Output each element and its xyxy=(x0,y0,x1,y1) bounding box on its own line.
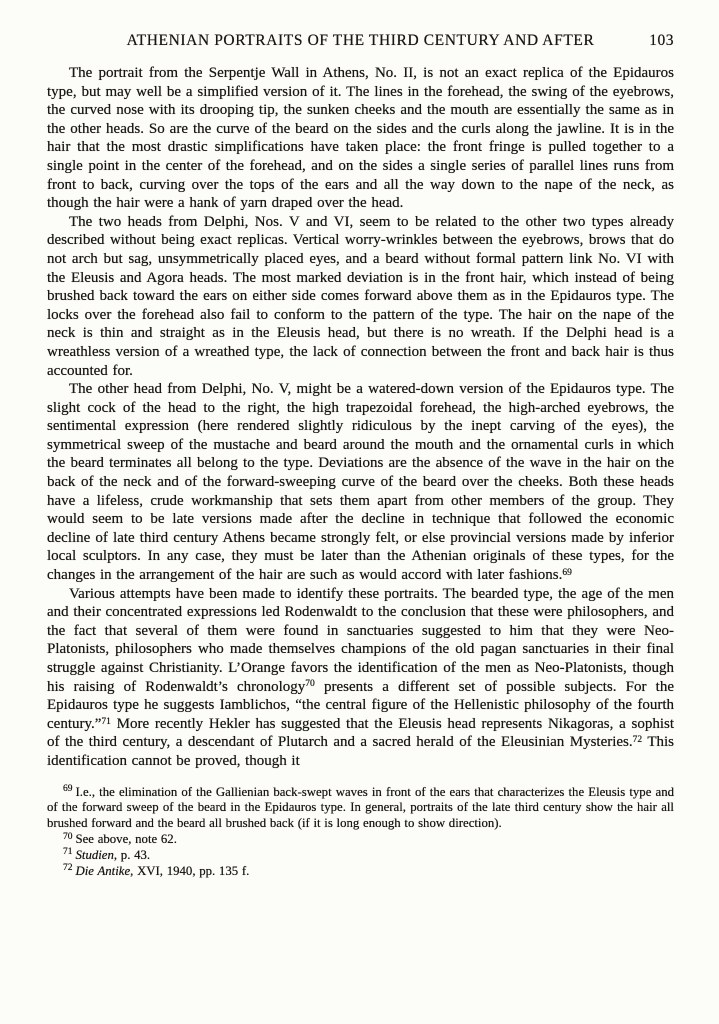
footnote-ref: 72 xyxy=(632,735,643,746)
footnote-ref: 71 xyxy=(101,716,111,727)
footnote-marker: 72 xyxy=(63,863,73,874)
text-segment: More recently Hekler has suggested that the Eleusis head represents Nikagoras, a sophist of the third century, a descendant of Plutarch and a sacred herald of the Eleusinian Mysteries. xyxy=(47,715,674,751)
footnote xyxy=(47,848,674,864)
footnotes xyxy=(47,785,674,880)
paragraph xyxy=(47,64,674,213)
footnote xyxy=(47,864,674,880)
page-title: ATHENIAN PORTRAITS OF THE THIRD CENTURY AND AFTER xyxy=(126,32,595,49)
footnote-marker: 70 xyxy=(63,831,73,842)
text-segment: Various attempts have been made to identify these portraits. The bearded type, the age of the men and their concentrated expressions led Rodenwaldt to the conclusion that these were philosophers, and the fact that several of them were found in sanctuaries suggested to him that they were Neo-Platonists, philosophers who made themselves champions of the old pagan sanctuaries in their final struggle against Christianity. L’Orange favors the identification of the men as Neo-Platonists, though his raising of Rodenwaldt’s chronology xyxy=(47,585,674,695)
body-paragraphs xyxy=(47,64,674,771)
page-header xyxy=(47,32,674,50)
footnote-marker: 71 xyxy=(63,847,73,858)
text-segment: , XVI, 1940, pp. 135 f. xyxy=(130,863,250,878)
paragraph xyxy=(47,585,674,771)
text-segment: presents a different set of possible subjects. For the Epidauros type he suggests Iamblichos, “the central figure of the Hellenistic philosophy of the fourth century.” xyxy=(47,678,674,732)
page-number: 103 xyxy=(649,32,674,49)
text-segment: This identification cannot be proved, though it xyxy=(47,734,675,769)
italic-text: Studien xyxy=(75,847,114,862)
text-segment: See above, note 62. xyxy=(75,831,177,846)
footnote xyxy=(47,832,674,848)
paragraph xyxy=(47,380,674,585)
footnote-marker: 69 xyxy=(63,784,73,795)
footnote xyxy=(47,785,674,832)
text-segment: , p. 43. xyxy=(113,847,151,862)
text-segment: The other head from Delphi, No. V, might be a watered-down version of the Epidauros type. The slight cock of the head to the right, the high trapezoidal forehead, the high-arched eyebrows, the sentimental expression (here rendered slightly ridiculous by the inept carving of the eyes), the symmetrical sweep of the mustache and beard around the mouth and the ornamental curls in which the beard terminates all belong to the type. Deviations are the absence of the wave in the hair on the back of the neck and of the forward-sweeping curve of the beard over the cheeks. Both these heads have a lifeless, crude workmanship that sets them apart from other members of the group. They would seem to be late versions made after the decline in technique that followed the economic decline of late third century Athens became strongly felt, or else provincial versions made by inferior local sculptors. In any case, they must be later than the Athenian originals of these types, for the changes in the arrangement of the hair are such as would accord with later fashions. xyxy=(47,381,674,584)
italic-text: Die Antike xyxy=(75,863,131,878)
text-segment: The portrait from the Serpentje Wall in Athens, No. II, is not an exact replica of the Epidauros type, but may well be a simplified version of it. The lines in the forehead, the swing of the eyebrows, the curved nose with its drooping tip, the sunken cheeks and the mouth are essentially the same as in the other heads. So are the curve of the beard on the sides and the curls along the jawline. It is in the hair that the most drastic simplifications have taken place: the front fringe is pulled together to a single point in the center of the forehead, and on the sides a single series of parallel lines runs from front to back, curving over the tops of the ears and all the way down to the nape of the neck, as though the hair were a hank of yarn draped over the head. xyxy=(47,65,674,212)
text-segment: The two heads from Delphi, Nos. V and VI, seem to be related to the other two types already described without being exact replicas. Vertical worry-wrinkles between the eyebrows, brows that do not arch but sag, unsymmetrically placed eyes, and a beard without formal pattern link No. VI with the Eleusis and Agora heads. The most marked deviation is in the front hair, which instead of being brushed back toward the ears on either side comes forward above them as in the Epidauros type. The locks over the forehead also fail to conform to the pattern of the type. The hair on the nape of the neck is thin and straight as in the Eleusis head, but there is no wreath. If the Delphi head is a wreathless version of a wreathed type, the lack of connection between the front and back hair is thus accounted for. xyxy=(47,213,674,379)
paragraph xyxy=(47,213,674,380)
footnote-ref: 70 xyxy=(305,679,315,690)
text-segment: I.e., the elimination of the Gallienian back-swept waves in front of the ears that characterizes the Eleusis type and of the forward sweep of the beard in the Epidauros type. In general, portraits of the late third century show the hair all brushed forward and the beard all brushed back (if it is long enough to show direction). xyxy=(47,784,674,831)
footnote-ref: 69 xyxy=(562,567,572,578)
